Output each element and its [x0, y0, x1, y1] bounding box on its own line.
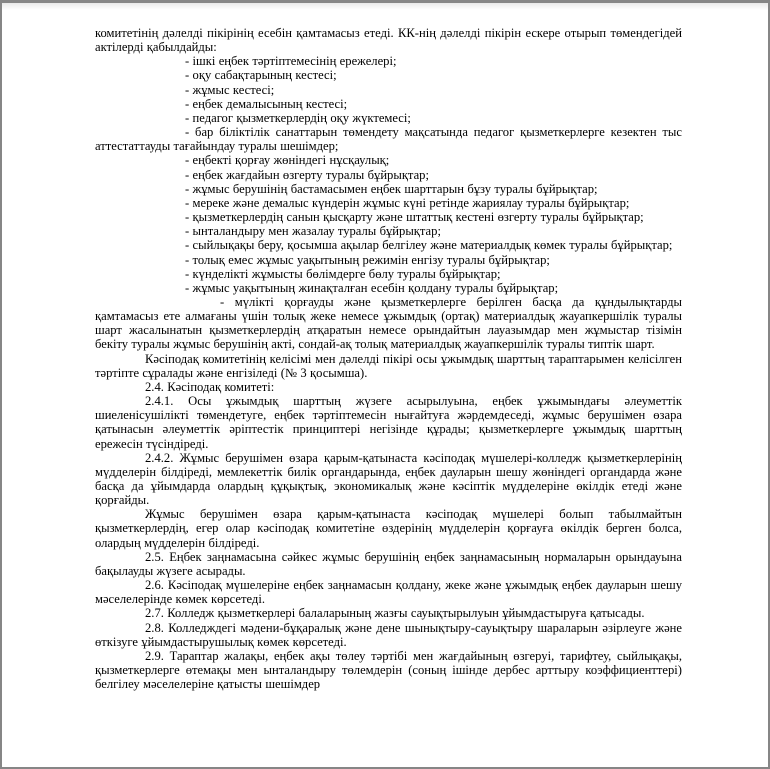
- paragraph: - толық емес жұмыс уақытының режимін енгізу туралы бұйрықтар;: [185, 252, 550, 267]
- paragraph: - мереке және демалыс күндерін жұмыс күні ретінде жариялау туралы бұйрықтар;: [185, 195, 630, 210]
- paragraph: - ынталандыру мен жазалау туралы бұйрықтар;: [185, 224, 441, 239]
- paragraph: - еңбек жағдайын өзгерту туралы бұйрықтар;: [185, 167, 429, 182]
- paragraph: Жұмыс берушімен өзара қарым-қатынаста кәсіподақ мүшелері болып табылмайтын қызметкерлердің, егер олар кәсіподақ комитетіне өздерінің мүдделерін қорғауға өкілдік берген болса, олардың мүдделерін білдіреді.: [95, 507, 682, 550]
- paragraph: - ішкі еңбек тәртіптемесінің ережелері;: [185, 54, 397, 69]
- paragraph: - жұмыс берушінің бастамасымен еңбек шарттарын бұзу туралы бұйрықтар;: [185, 181, 598, 196]
- paragraph: комитетінің дәлелді пікірінің есебін қамтамасыз етеді. КК-нің дәлелді пікірін ескере отырып төмендегідей актілерді қабылдайды:: [95, 26, 682, 55]
- paragraph: - оқу сабақтарының кестесі;: [185, 68, 337, 83]
- paragraph: - педагог қызметкерлердің оқу жүктемесі;: [185, 110, 411, 125]
- paragraph: Кәсіподақ комитетінің келісімі мен дәлелді пікірі осы ұжымдық шарттың тараптарымен келісілген тәртіпте сұралады және енгізіледі (№ 3 қосымша).: [95, 351, 682, 380]
- paragraph: 2.7. Колледж қызметкерлері балаларының жазғы сауықтырылуын ұйымдастыруға қатысады.: [145, 606, 645, 621]
- paragraph: 2.5. Еңбек заңнамасына сәйкес жұмыс берушінің еңбек заңнамасының нормаларын орындауына бақылауды жүзеге асырады.: [95, 549, 682, 578]
- paragraph: - еңбек демалысының кестесі;: [185, 96, 348, 111]
- paragraph: 2.9. Тараптар жалақы, еңбек ақы төлеу тәртібі мен жағдайының өзгеруі, тарифтеу, сыйлықақы, қызметкерлерге өтемақы мен ынталандыру төлемдерін (соның ішінде дербес арттыру коэффициенттері) белгілеу мәселелеріне қатысты шешімдер: [95, 648, 682, 692]
- paragraph: - қызметкерлердің санын қысқарту және штаттық кестені өзгерту туралы бұйрықтар;: [185, 210, 644, 225]
- paragraph: - күнделікті жұмысты бөлімдерге бөлу туралы бұйрықтар;: [185, 266, 501, 281]
- paragraph: 2.6. Кәсіподақ мүшелеріне еңбек заңнамасын қолдану, жеке және ұжымдық еңбек дауларын шешу мәселелерінде көмек көрсетеді.: [95, 578, 682, 607]
- page-top-shadow: [2, 3, 768, 10]
- paragraph: 2.4. Кәсіподақ комитеті:: [145, 379, 275, 394]
- paragraph: 2.8. Колледждегі мәдени-бұқаралық және дене шынықтыру-сауықтыру шараларын әзірлеуге және өткізуге ұйымдастырушылық көмек көрсетеді.: [95, 620, 682, 649]
- paragraph: - жұмыс уақытының жинақталған есебін қолдану туралы бұйрықтар;: [185, 280, 559, 295]
- paragraph: 2.4.1. Осы ұжымдық шарттың жүзеге асырылуына, еңбек ұжымындағы әлеуметтік шиеленісушілікті төмендетуге, еңбек тәртіптемесін нығайтуға жәрдемдеседі, жұмыс берушімен өзара қатынасын әлеуметтік әріптестік принциптері негізінде құрады; қызметкерлерге ұжымдық шарттың ережесін түсіндіреді.: [95, 394, 682, 451]
- paragraph: - бар біліктілік санаттарын төмендету мақсатында педагог қызметкерлерге кезектен тыс аттестаттауды тағайындау туралы шешімдер;: [95, 125, 682, 154]
- paragraph: - жұмыс кестесі;: [185, 82, 275, 97]
- document-body: [95, 26, 682, 691]
- paragraph: - сыйлықақы беру, қосымша ақылар белгілеу және материалдық көмек туралы бұйрықтар;: [185, 238, 673, 253]
- paragraph: 2.4.2. Жұмыс берушімен өзара қарым-қатынаста кәсіподақ мүшелері-колледж қызметкерлерінің мүдделерін білдіреді, мемлекеттік билік органдарында, еңбек дауларын шешу жөніндегі органдарда және басқа да ұйымдарда олардың құқықтық, экономикалық және кәсіптік мүдделеріне өкілдік етеді және қорғайды.: [95, 450, 682, 508]
- paragraph: - еңбекті қорғау жөніндегі нұсқаулық;: [185, 153, 390, 168]
- paragraph: - мүлікті қорғауды және қызметкерлерге берілген басқа да құндылықтарды қамтамасыз ете алмағаны үшін толық жеке немесе ұжымдық (ортақ) материалдық жауапкершілік туралы шарт жасалынатын қызметкерлердің атқаратын немесе орындайтын лауазымдар мен жұмыстар тізімін бекіту туралы жұмыс берушінің акті, сондай-ақ толық материалдық жауапкершілік туралы типтік шарт.: [95, 294, 682, 352]
